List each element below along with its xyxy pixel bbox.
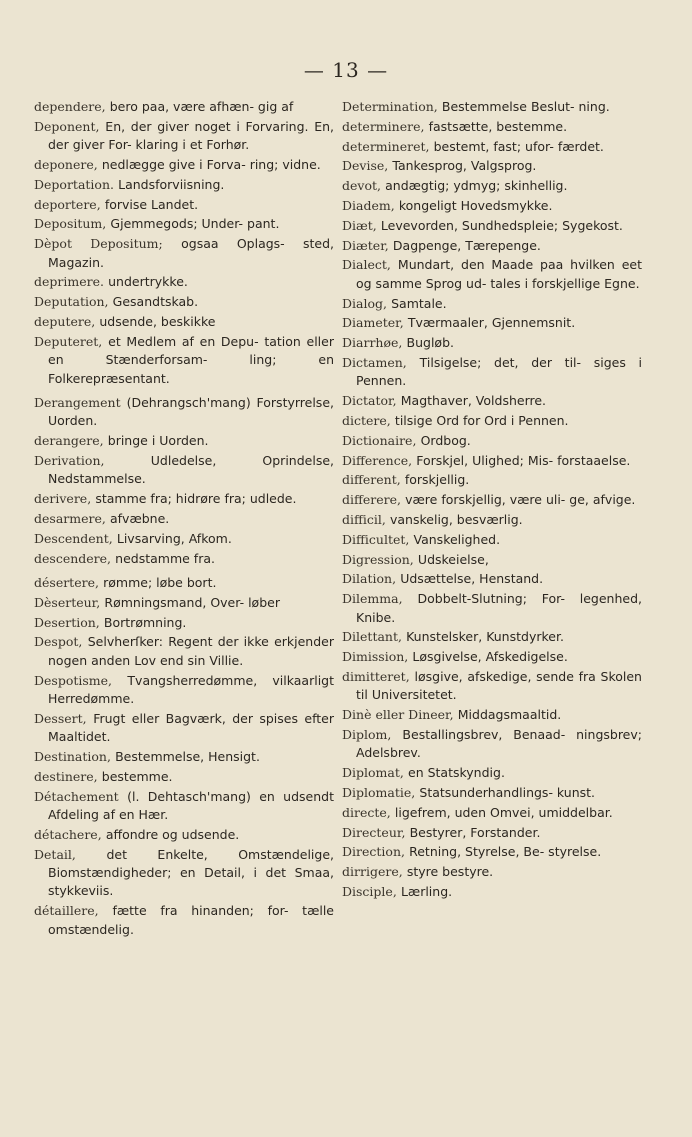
- entry-headword: Despotisme,: [34, 672, 113, 688]
- entry-definition: Tvangsherredømme, vilkaarligt Herredømme.: [48, 672, 334, 706]
- entry-headword: détachere,: [34, 826, 102, 842]
- dictionary-entry: [342, 863, 642, 881]
- entry-definition: vanskelig, besværlig.: [390, 511, 523, 527]
- dictionary-entry: [342, 217, 642, 235]
- entry-headword: determineret,: [342, 138, 430, 154]
- entry-definition: affondre og udsende.: [105, 826, 240, 842]
- dictionary-entry: [34, 788, 334, 825]
- dictionary-entry: [34, 176, 334, 194]
- entry-definition: løsgive, afskedige, sende fra Skolen til Universitetet.: [356, 668, 642, 703]
- dictionary-entry: [342, 764, 642, 782]
- entry-headword: Diæter,: [342, 237, 389, 253]
- dictionary-entry: [342, 412, 642, 430]
- entry-headword: Diameter,: [342, 315, 404, 331]
- entry-definition: Bugløb.: [406, 335, 454, 351]
- dictionary-entry: [342, 138, 642, 156]
- dictionary-entry: [342, 118, 642, 136]
- left-column: [34, 98, 334, 940]
- entry-headword: Derangement: [34, 395, 121, 410]
- entry-definition: Retning, Styrelse, Be- styrelse.: [409, 844, 602, 860]
- entry-definition: bero paa, være afhæn- gig af: [109, 99, 294, 114]
- entry-definition: Bestyrer, Forstander.: [409, 824, 541, 840]
- entry-headword: Descendent,: [34, 530, 113, 546]
- dictionary-entry: [34, 710, 334, 747]
- entry-definition: andægtig; ydmyg; skinhellig.: [385, 178, 568, 194]
- dictionary-entry: [34, 156, 334, 174]
- dictionary-entry: [34, 118, 334, 155]
- dictionary-entry: [34, 633, 334, 670]
- entry-definition: Bestemmelse Beslut- ning.: [441, 99, 610, 114]
- entry-headword: directe,: [342, 804, 391, 820]
- entry-headword: deponere,: [34, 157, 98, 172]
- dictionary-entry: [34, 215, 334, 233]
- entry-headword: Digression,: [342, 551, 414, 567]
- entry-headword: désertere,: [34, 575, 99, 590]
- entry-headword: Diplomatie,: [342, 784, 416, 800]
- entry-definition: afvæbne.: [109, 511, 170, 526]
- dictionary-entry: [34, 614, 334, 632]
- dictionary-entry: [342, 452, 642, 470]
- entry-definition: Ordbog.: [420, 432, 471, 448]
- entry-definition: Middagsmaaltid.: [457, 707, 562, 723]
- dictionary-entry: [342, 334, 642, 352]
- entry-headword: Dictamen,: [342, 354, 407, 370]
- entry-headword: Dessert,: [34, 710, 87, 726]
- dictionary-entry: [342, 511, 642, 529]
- dictionary-entry: [34, 452, 334, 489]
- entry-definition: Tilsigelse; det, der til- siges i Pennen.: [356, 354, 642, 389]
- entry-headword: Détachement: [34, 788, 119, 804]
- entry-definition: nedstamme fra.: [115, 550, 215, 566]
- entry-definition: Tværmaaler, Gjennemsnit.: [407, 315, 576, 331]
- dictionary-entry: [34, 510, 334, 528]
- entry-headword: Devise,: [342, 158, 389, 174]
- entry-definition: forvise Landet.: [104, 196, 199, 212]
- entry-headword: deputere,: [34, 313, 96, 329]
- entry-headword: desarmere,: [34, 511, 106, 526]
- entry-headword: Dèpot Depositum;: [34, 236, 163, 252]
- entry-headword: dictere,: [342, 412, 391, 428]
- page-number: — 13 —: [303, 58, 389, 82]
- entry-definition: bringe i Uorden.: [107, 433, 209, 449]
- entry-headword: different,: [342, 472, 401, 488]
- entry-definition: (Dehrangsch'mang) Forstyrrelse, Uorden.: [48, 395, 334, 429]
- entry-definition: Forskjel, Ulighed; Mis- forstaaelse.: [416, 452, 631, 468]
- entry-headword: dimitteret,: [342, 668, 410, 684]
- entry-headword: Dialect,: [342, 257, 391, 273]
- entry-headword: Desertion,: [34, 614, 100, 630]
- dictionary-entry: [342, 98, 642, 116]
- entry-headword: destinere,: [34, 768, 98, 784]
- entry-definition: udsende, beskikke: [99, 313, 216, 329]
- entry-headword: Depositum,: [34, 216, 107, 232]
- dictionary-entry: [34, 394, 334, 431]
- dictionary-entry: [342, 883, 642, 901]
- dictionary-entry: [342, 531, 642, 549]
- entry-definition: Frugt eller Bagværk, der spises efter Maaltidet.: [48, 710, 334, 745]
- entry-definition: Magthaver, Voldsherre.: [400, 393, 547, 409]
- dictionary-entry: [34, 235, 334, 272]
- dictionary-entry: [342, 726, 642, 763]
- dictionary-entry: [34, 826, 334, 844]
- dictionary-entry: [342, 491, 642, 509]
- dictionary-entry: [34, 594, 334, 612]
- entry-headword: determinere,: [342, 118, 425, 134]
- entry-headword: Derivation,: [34, 453, 105, 468]
- entry-definition: Dagpenge, Tærepenge.: [392, 237, 541, 253]
- entry-definition: Rømningsmand, Over- løber: [104, 594, 280, 610]
- entry-definition: Dobbelt-Slutning; For- legenhed, Knibe.: [356, 591, 642, 625]
- entry-headword: deportere,: [34, 196, 101, 212]
- dictionary-entry: [34, 574, 334, 592]
- dictionary-entry: [34, 490, 334, 508]
- entry-definition: Selvherſker: Regent der ikke erkjender nogen anden Lov end sin Villie.: [48, 634, 334, 668]
- entry-headword: Deponent,: [34, 118, 100, 134]
- entry-headword: Destination,: [34, 749, 111, 764]
- entry-definition: fastsætte, bestemme.: [428, 118, 568, 134]
- entry-definition: (l. Dehtasch'mang) en udsendt Afdeling af en Hær.: [48, 788, 334, 822]
- entry-definition: Vanskelighed.: [413, 531, 501, 547]
- dictionary-entry: [34, 432, 334, 450]
- dictionary-entry: [342, 668, 642, 705]
- entry-definition: ligefrem, uden Omvei, umiddelbar.: [394, 804, 613, 820]
- entry-definition: nedlægge give i Forva- ring; vidne.: [101, 157, 321, 172]
- entry-definition: Tankesprog, Valgsprog.: [392, 158, 537, 174]
- entry-definition: Bestemmelse, Hensigt.: [115, 749, 260, 764]
- entry-headword: dependere,: [34, 99, 106, 114]
- dictionary-entry: [342, 551, 642, 569]
- entry-definition: fætte fra hinanden; for- tælle omstændelig.: [48, 903, 334, 937]
- entry-headword: Difference,: [342, 452, 413, 468]
- entry-definition: Løsgivelse, Afskedigelse.: [412, 649, 568, 665]
- entry-headword: Determination,: [342, 99, 438, 114]
- entry-definition: forskjellig.: [404, 472, 470, 488]
- entry-definition: Samtale.: [391, 295, 447, 311]
- dictionary-entry: [342, 590, 642, 627]
- entry-headword: Deputation,: [34, 294, 109, 310]
- entry-headword: Despot,: [34, 634, 83, 650]
- entry-definition: bestemme.: [101, 768, 173, 784]
- dictionary-entry: [34, 768, 334, 786]
- dictionary-entry: [342, 570, 642, 588]
- entry-headword: Direction,: [342, 844, 405, 860]
- entry-headword: Diæt,: [342, 217, 377, 233]
- entry-headword: differere,: [342, 492, 401, 508]
- dictionary-entry: [34, 333, 334, 388]
- dictionary-entry: [342, 256, 642, 293]
- entry-headword: Dictator,: [342, 393, 397, 409]
- dictionary-entry: [342, 295, 642, 313]
- dictionary-entry: [342, 237, 642, 255]
- entry-definition: stamme fra; hidrøre fra; udlede.: [95, 491, 297, 507]
- entry-definition: Landsforviisning.: [118, 176, 225, 192]
- entry-headword: descendere,: [34, 550, 112, 566]
- entry-headword: Difficultet,: [342, 531, 410, 547]
- entry-headword: Directeur,: [342, 824, 406, 840]
- dictionary-entry: [342, 432, 642, 450]
- entry-headword: Dialog,: [342, 295, 387, 311]
- dictionary-entry: [34, 196, 334, 214]
- dictionary-entry: [34, 313, 334, 331]
- dictionary-entry: [342, 157, 642, 175]
- entry-definition: Bestallingsbrev, Benaad- ningsbrev; Adelsbrev.: [356, 726, 642, 761]
- dictionary-entry: [342, 354, 642, 391]
- entry-headword: Disciple,: [342, 883, 397, 899]
- entry-headword: Dilemma,: [342, 591, 403, 607]
- entry-headword: Diarrhøe,: [342, 335, 403, 351]
- dictionary-entry: [342, 824, 642, 842]
- entry-definition: undertrykke.: [108, 274, 188, 290]
- entry-headword: derangere,: [34, 433, 104, 449]
- dictionary-entry: [342, 843, 642, 861]
- dictionary-entry: [342, 392, 642, 410]
- entry-headword: détaillere,: [34, 903, 99, 919]
- dictionary-entry: [342, 706, 642, 724]
- entry-definition: Statsunderhandlings- kunst.: [419, 784, 596, 800]
- dictionary-entry: [34, 846, 334, 901]
- dictionary-entry: [34, 530, 334, 548]
- entry-headword: Diplomat,: [342, 765, 404, 781]
- entry-definition: Gjemmegods; Under- pant.: [110, 216, 280, 232]
- dictionary-entry: [342, 177, 642, 195]
- dictionary-entry: [342, 197, 642, 215]
- entry-definition: det Enkelte, Omstændelige, Biomstændigheder; en Detail, i det Smaa, stykkeviis.: [48, 846, 334, 899]
- entry-headword: Dimission,: [342, 649, 409, 665]
- entry-headword: difficil,: [342, 511, 386, 527]
- entry-definition: styre bestyre.: [406, 864, 494, 880]
- entry-headword: Diplom,: [342, 726, 392, 742]
- dictionary-entry: [34, 293, 334, 311]
- dictionary-entry: [34, 273, 334, 291]
- dictionary-entry: [342, 628, 642, 646]
- dictionary-entry: [342, 314, 642, 332]
- entry-definition: tilsige Ord for Ord i Pennen.: [394, 412, 569, 428]
- right-column: [342, 98, 642, 903]
- entry-headword: Deputeret,: [34, 333, 103, 349]
- entry-headword: Deportation.: [34, 176, 114, 192]
- entry-headword: dirrigere,: [342, 864, 403, 880]
- entry-definition: Levevorden, Sundhedspleie; Sygekost.: [380, 217, 623, 233]
- dictionary-entry: [34, 902, 334, 939]
- entry-definition: Lærling.: [400, 883, 453, 899]
- entry-definition: rømme; løbe bort.: [103, 575, 217, 590]
- dictionary-entry: [34, 550, 334, 568]
- dictionary-entry: [342, 648, 642, 666]
- entry-definition: Kunstelsker, Kunstdyrker.: [406, 629, 564, 645]
- entry-definition: Mundart, den Maade paa hvilken eet og samme Sprog ud- tales i forskjellige Egne.: [356, 257, 642, 291]
- entry-headword: Dictionaire,: [342, 432, 417, 448]
- entry-headword: Dinè eller Dineer,: [342, 707, 454, 723]
- entry-definition: Udsættelse, Henstand.: [400, 571, 544, 587]
- entry-headword: devot,: [342, 178, 381, 194]
- entry-headword: Dèserteur,: [34, 594, 101, 610]
- entry-definition: Gesandtskab.: [112, 294, 199, 310]
- entry-headword: derivere,: [34, 491, 92, 507]
- dictionary-entry: [342, 784, 642, 802]
- entry-definition: Udskeielse,: [417, 551, 489, 567]
- dictionary-entry: [34, 98, 334, 116]
- entry-definition: Udledelse, Oprindelse, Nedstammelse.: [48, 453, 334, 487]
- entry-definition: være forskjellig, være uli- ge, afvige.: [405, 492, 636, 508]
- entry-definition: En, der giver noget i Forvaring. En, der giver For- klaring i et Forhør.: [48, 118, 334, 153]
- entry-headword: Dilation,: [342, 571, 397, 587]
- entry-headword: Detail,: [34, 846, 76, 862]
- entry-headword: Diadem,: [342, 197, 395, 213]
- dictionary-entry: [34, 748, 334, 766]
- entry-headword: deprimere.: [34, 274, 104, 290]
- entry-definition: en Statskyndig.: [408, 765, 505, 781]
- dictionary-entry: [342, 804, 642, 822]
- entry-definition: ogsaa Oplags- sted, Magazin.: [48, 236, 334, 270]
- entry-headword: Dilettant,: [342, 629, 402, 645]
- entry-definition: bestemt, fast; ufor- færdet.: [433, 138, 604, 154]
- entry-definition: Bortrømning.: [103, 614, 187, 630]
- entry-definition: et Medlem af en Depu- tation eller en Stænderforsam- ling; en Folkerepræsentant.: [48, 333, 334, 386]
- entry-definition: Livsarving, Afkom.: [116, 530, 232, 546]
- dictionary-entry: [342, 471, 642, 489]
- dictionary-entry: [34, 672, 334, 709]
- entry-definition: kongeligt Hovedsmykke.: [398, 197, 553, 213]
